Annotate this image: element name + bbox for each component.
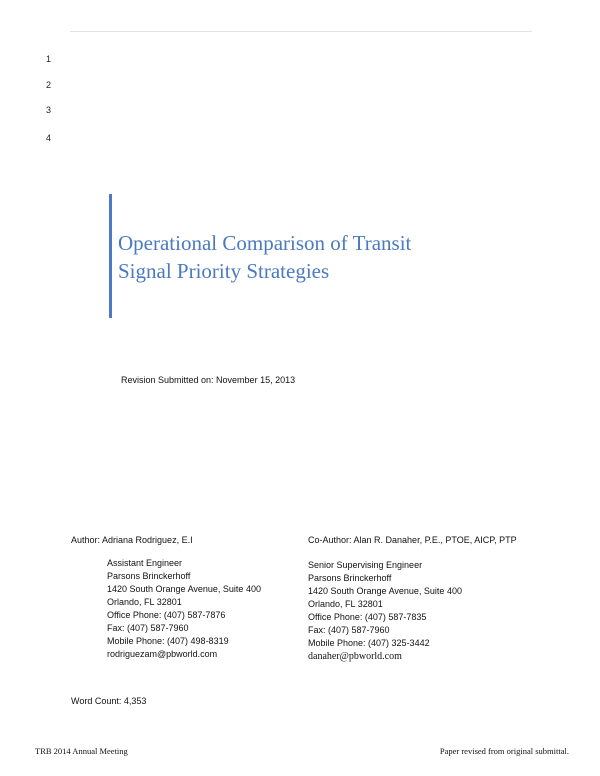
author-details [107,557,261,661]
footer-right: Paper revised from original submittal. [439,746,569,756]
line-number-1: 1 [46,54,52,64]
coauthor-street: 1420 South Orange Avenue, Suite 400 [308,586,462,596]
revision-date: Revision Submitted on: November 15, 2013 [121,375,296,385]
author-heading: Author: Adriana Rodriguez, E.I [71,535,193,545]
author-mobile-phone: Mobile Phone: (407) 498-8319 [107,636,229,646]
coauthor-heading: Co-Author: Alan R. Danaher, P.E., PTOE, AICP, PTP [308,535,517,545]
line-number-3: 3 [46,105,52,115]
title-line-2: Signal Priority Strategies [118,259,330,283]
coauthor-mobile-phone: Mobile Phone: (407) 325-3442 [308,638,430,648]
author-fax: Fax: (407) 587-7960 [107,623,189,633]
author-street: 1420 South Orange Avenue, Suite 400 [107,584,261,594]
title-line-1: Operational Comparison of Transit [118,231,412,255]
author-email: rodriguezam@pbworld.com [107,649,218,659]
title-accent-bar [109,194,112,318]
author-title: Assistant Engineer [107,558,183,568]
footer-left: TRB 2014 Annual Meeting [35,746,128,756]
coauthor-company: Parsons Brinckerhoff [308,573,392,583]
coauthor-fax: Fax: (407) 587-7960 [308,625,390,635]
coauthor-email: danaher@pbworld.com [308,651,402,662]
header-rule [70,31,532,32]
coauthor-title: Senior Supervising Engineer [308,560,423,570]
paper-title [118,229,538,285]
word-count: Word Count: 4,353 [71,696,147,706]
coauthor-city: Orlando, FL 32801 [308,599,383,609]
author-company: Parsons Brinckerhoff [107,571,191,581]
coauthor-details [308,559,462,663]
author-office-phone: Office Phone: (407) 587-7876 [107,610,226,620]
line-number-2: 2 [46,80,52,90]
coauthor-office-phone: Office Phone: (407) 587-7835 [308,612,427,622]
line-number-4: 4 [46,133,52,143]
author-city: Orlando, FL 32801 [107,597,182,607]
